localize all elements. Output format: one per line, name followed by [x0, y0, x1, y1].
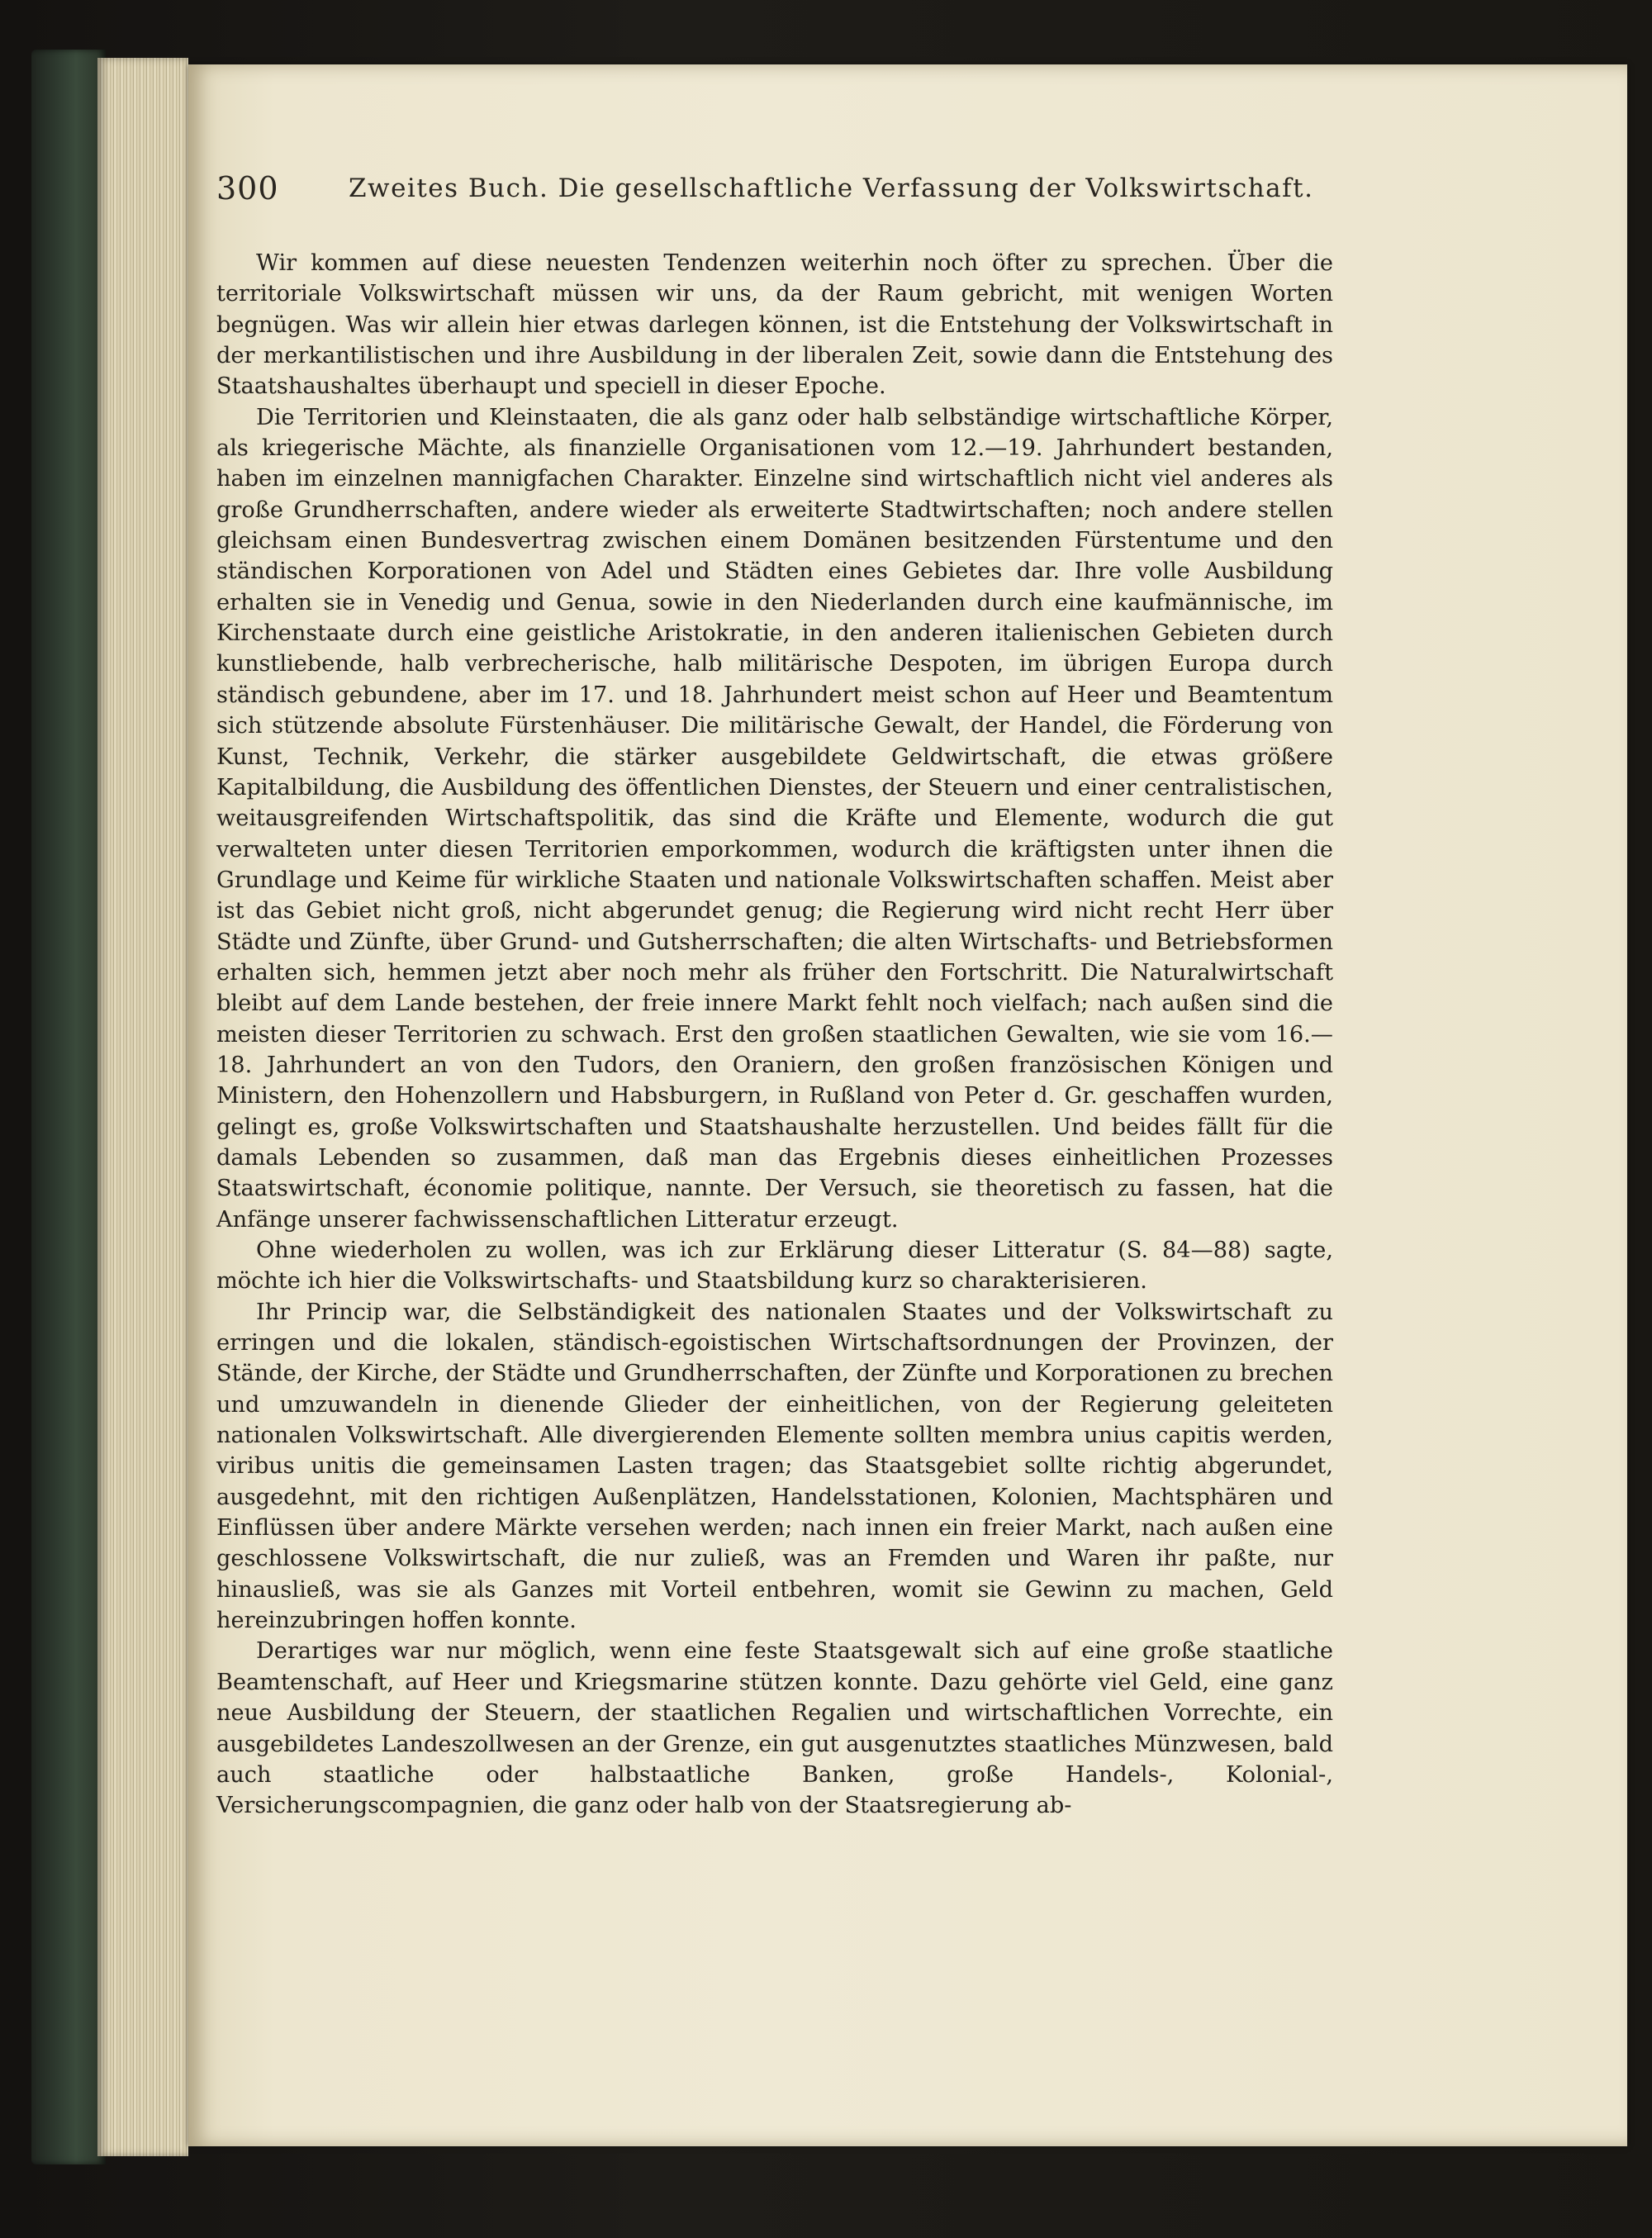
paragraph: Derartiges war nur möglich, wenn eine feste Staatsgewalt sich auf eine große staatliche Beamtenschaft, auf Heer und Kriegsmarine stützen konnte. Dazu gehörte viel Geld, eine ganz neue Ausbildung der Steuern, der staatlichen Regalien und wirtschaftlichen Vorrechte, ein ausgebildetes Landeszollwesen an der Grenze, ein gut ausgenutztes staatliches Münzwesen, bald auch staatliche oder halbstaatliche Banken, große Handels-, Kolonial-, Versicherungscompagnien, die ganz oder halb von der Staatsregierung ab-	[216, 1638, 1333, 1819]
page-number: 300	[216, 170, 279, 207]
body-text	[216, 248, 1333, 1822]
paragraph: Ihr Princip war, die Selbständigkeit des nationalen Staates und der Volkswirtschaft zu erringen und die lokalen, ständisch-egoistischen Wirtschaftsordnungen der Provinzen, der Stände, der Kirche, der Städte und Grundherrschaften, der Zünfte und Korporationen zu brechen und umzuwandeln in dienende Glieder der einheitlichen, von der Regierung geleiteten nationalen Volkswirtschaft. Alle divergierenden Elemente sollten membra unius capitis werden, viribus unitis die gemeinsamen Lasten tragen; das Staatsgebiet sollte richtig abgerundet, ausgedehnt, mit den richtigen Außenplätzen, Handelsstationen, Kolonien, Machtsphären und Einflüssen über andere Märkte versehen werden; nach innen ein freier Markt, nach außen eine geschlossene Volkswirtschaft, die nur zuließ, was an Fremden und Waren ihr paßte, nur hinausließ, was sie als Ganzes mit Vorteil entbehren, womit sie Gewinn zu machen, Geld hereinzubringen hoffen konnte.	[216, 1299, 1333, 1634]
running-head	[216, 162, 1356, 211]
paragraph: Ohne wiederholen zu wollen, was ich zur Erklärung dieser Litteratur (S. 84—88) sagte, möchte ich hier die Volkswirtschafts- und Staatsbildung kurz so charakterisieren.	[216, 1238, 1333, 1295]
paragraph: Die Territorien und Kleinstaaten, die als ganz oder halb selbständige wirtschaftliche Körper, als kriegerische Mächte, als finanzielle Organisationen vom 12.—19. Jahrhundert bestanden, haben im einzelnen mannigfachen Charakter. Einzelne sind wirtschaftlich nicht viel anderes als große Grundherrschaften, andere wieder als erweiterte Stadtwirtschaften; noch andere stellen gleichsam einen Bundesvertrag zwischen einem Domänen besitzenden Fürstentume und den ständischen Korporationen von Adel und Städten eines Gebietes dar. Ihre volle Ausbildung erhalten sie in Venedig und Genua, sowie in den Niederlanden durch eine kaufmännische, im Kirchenstaate durch eine geistliche Aristokratie, in den anderen italienischen Gebieten durch kunstliebende, halb verbrecherische, halb militärische Despoten, im übrigen Europa durch ständisch gebundene, aber im 17. und 18. Jahrhundert meist schon auf Heer und Beamtentum sich stützende absolute Fürstenhäuser. Die militärische Gewalt, der Handel, die Förderung von Kunst, Technik, Verkehr, die stärker ausgebildete Geldwirtschaft, die etwas größere Kapitalbildung, die Ausbildung des öffentlichen Dienstes, der Steuern und einer centralistischen, weitausgreifenden Wirtschaftspolitik, das sind die Kräfte und Elemente, wodurch die gut verwalteten unter diesen Territorien emporkommen, wodurch die kräftigsten unter ihnen die Grundlage und Keime für wirkliche Staaten und nationale Volkswirtschaften schaffen. Meist aber ist das Gebiet nicht groß, nicht abgerundet genug; die Regierung wird nicht recht Herr über Städte und Zünfte, über Grund- und Gutsherrschaften; die alten Wirtschafts- und Betriebsformen erhalten sich, hemmen jetzt aber noch mehr als früher den Fortschritt. Die Naturalwirtschaft bleibt auf dem Lande bestehen, der freie innere Markt fehlt noch vielfach; nach außen sind die meisten dieser Territorien zu schwach. Erst den großen staatlichen Gewalten, wie sie vom 16.—18. Jahrhundert an von den Tudors, den Oraniern, den großen französischen Königen und Ministern, den Hohenzollern und Habsburgern, in Rußland von Peter d. Gr. geschaffen wurden, gelingt es, große Volkswirtschaften und Staatshaushalte herzustellen. Und beides fällt für die damals Lebenden so zusammen, daß man das Ergebnis dieses einheitlichen Prozesses Staatswirtschaft, économie politique, nannte. Der Versuch, sie theoretisch zu fassen, hat die Anfänge unserer fachwissenschaftlichen Litteratur erzeugt.	[216, 404, 1333, 1233]
page-block-edges	[97, 58, 188, 2156]
book-cover-edge	[31, 50, 106, 2164]
paragraph: Wir kommen auf diese neuesten Tendenzen weiterhin noch öfter zu sprechen. Über die territoriale Volkswirtschaft müssen wir uns, da der Raum gebricht, mit wenigen Worten begnügen. Was wir allein hier etwas darlegen können, ist die Entstehung der Volkswirtschaft in der merkantilistischen und ihre Ausbildung in der liberalen Zeit, sowie dann die Entstehung des Staatshaushaltes überhaupt und speciell in dieser Epoche.	[216, 250, 1333, 400]
running-title: Zweites Buch. Die gesellschaftliche Verfassung der Volkswirtschaft.	[349, 173, 1314, 203]
